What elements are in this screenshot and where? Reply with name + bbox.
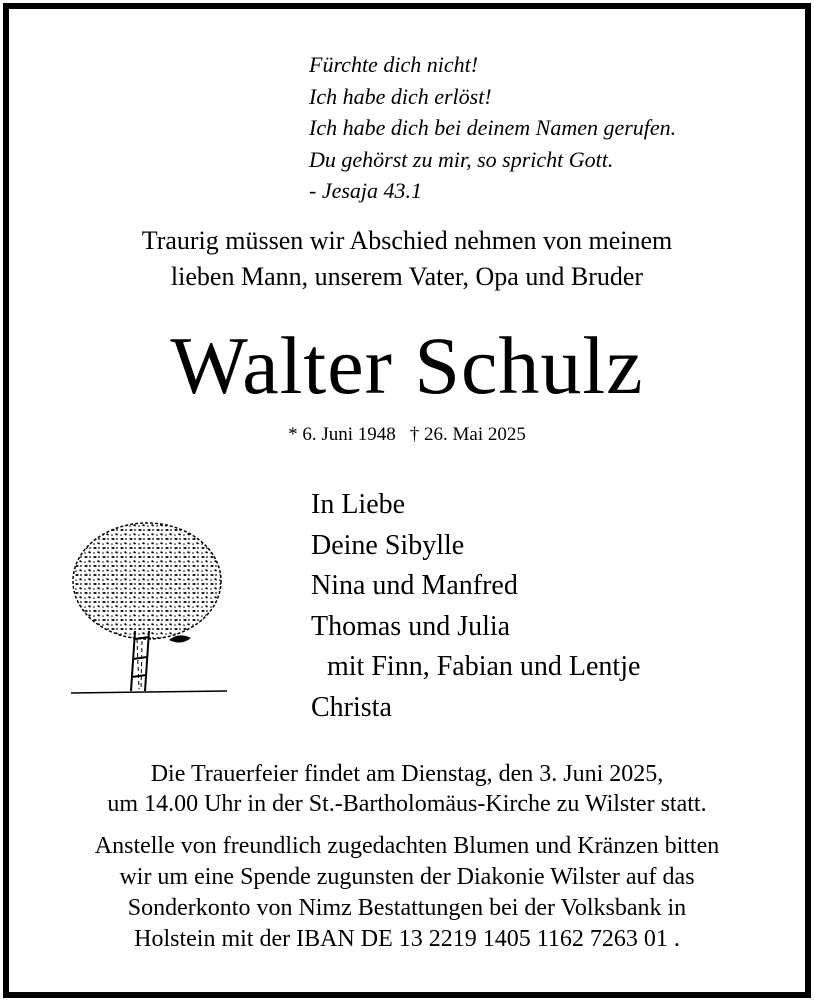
verse-source: - Jesaja 43.1 — [309, 178, 423, 203]
tree-icon — [65, 519, 235, 699]
mourner-name: Deine Sibylle — [311, 529, 465, 561]
mourners-list — [311, 485, 640, 728]
mourner-name: mit Finn, Fabian und Lentje — [327, 651, 641, 682]
bible-verse — [309, 49, 676, 207]
death-date: † 26. Mai 2025 — [409, 424, 526, 445]
donation-line: wir um eine Spende zugunsten der Diakonie Wilster auf das — [119, 864, 695, 890]
obituary-frame — [3, 3, 811, 998]
ceremony-line-1: Die Trauerfeier findet am Dienstag, den 3. Juni 2025, — [150, 761, 664, 787]
donation-line: Holstein mit der IBAN DE 13 2219 1405 1162 7263 01 . — [134, 926, 680, 952]
deceased-name: Walter Schulz — [170, 320, 644, 411]
life-dates — [9, 423, 805, 447]
verse-line: Ich habe dich bei deinem Namen gerufen. — [309, 115, 677, 140]
intro-text — [9, 223, 805, 295]
mourners-opening: In Liebe — [311, 489, 406, 520]
donation-info — [9, 831, 805, 955]
ceremony-line-2: um 14.00 Uhr in der St.-Bartholomäus-Kirche zu Wilster statt. — [107, 791, 707, 817]
donation-line: Anstelle von freundlich zugedachten Blumen und Kränzen bitten — [94, 833, 720, 859]
donation-line: Sonderkonto von Nimz Bestattungen bei der Volksbank in — [127, 895, 687, 921]
verse-line: Du gehörst zu mir, so spricht Gott. — [309, 146, 614, 172]
mourner-name: Thomas und Julia — [311, 610, 511, 642]
birth-date: * 6. Juni 1948 — [288, 424, 396, 445]
mourner-name: Nina und Manfred — [311, 570, 518, 601]
intro-line-2: lieben Mann, unserem Vater, Opa und Bruder — [170, 262, 644, 291]
mourner-name: Christa — [311, 691, 392, 723]
verse-line: Ich habe dich erlöst! — [309, 83, 492, 109]
verse-line: Fürchte dich nicht! — [309, 52, 479, 77]
ceremony-info — [9, 759, 805, 819]
intro-line-1: Traurig müssen wir Abschied nehmen von meinem — [141, 226, 673, 255]
